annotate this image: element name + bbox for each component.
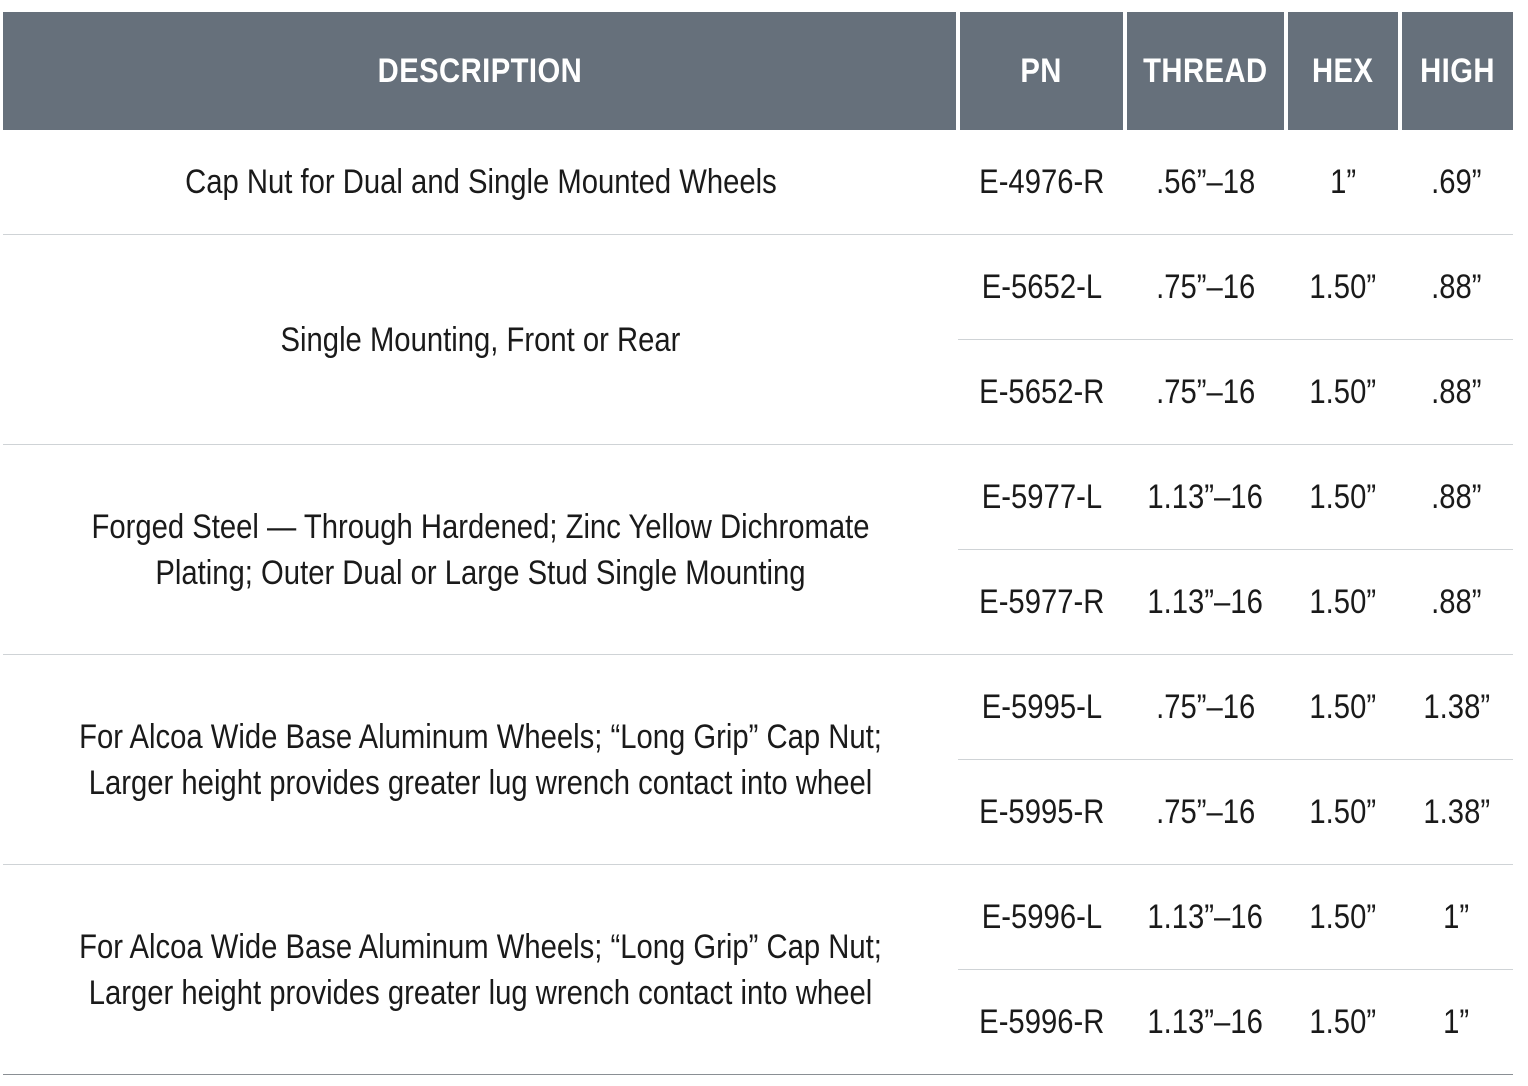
pn-cell: E-5652-R: [958, 340, 1125, 445]
description-cell: For Alcoa Wide Base Aluminum Wheels; “Long Grip” Cap Nut; Larger height provides greater lug wrench contact into wheel: [3, 865, 958, 1075]
table-row: [3, 865, 1513, 970]
description-cell: Single Mounting, Front or Rear: [3, 235, 958, 445]
hex-cell: 1.50”: [1286, 235, 1400, 340]
hex-cell: 1”: [1286, 130, 1400, 235]
thread-cell: 1.13”–16: [1125, 865, 1286, 970]
thread-cell: .56”–18: [1125, 130, 1286, 235]
table-row: [3, 445, 1513, 550]
thread-cell: 1.13”–16: [1125, 550, 1286, 655]
high-cell: .69”: [1400, 130, 1513, 235]
hex-cell: 1.50”: [1286, 445, 1400, 550]
pn-cell: E-4976-R: [958, 130, 1125, 235]
hex-cell: 1.50”: [1286, 865, 1400, 970]
pn-cell: E-5995-L: [958, 655, 1125, 760]
description-cell: Forged Steel — Through Hardened; Zinc Yellow Dichromate Plating; Outer Dual or Large Stud Single Mounting: [3, 445, 958, 655]
high-cell: .88”: [1400, 235, 1513, 340]
column-header-thread: THREAD: [1125, 12, 1286, 130]
hex-cell: 1.50”: [1286, 340, 1400, 445]
pn-cell: E-5996-R: [958, 970, 1125, 1075]
pn-cell: E-5652-L: [958, 235, 1125, 340]
description-cell: Cap Nut for Dual and Single Mounted Wheels: [3, 130, 958, 235]
description-cell: For Alcoa Wide Base Aluminum Wheels; “Long Grip” Cap Nut; Larger height provides greater lug wrench contact into wheel: [3, 655, 958, 865]
pn-cell: E-5977-R: [958, 550, 1125, 655]
spec-table-container: [3, 12, 1513, 1075]
pn-cell: E-5977-L: [958, 445, 1125, 550]
table-row: [3, 655, 1513, 760]
cap-nut-spec-table: [3, 12, 1513, 1075]
hex-cell: 1.50”: [1286, 970, 1400, 1075]
thread-cell: .75”–16: [1125, 655, 1286, 760]
high-cell: .88”: [1400, 445, 1513, 550]
thread-cell: .75”–16: [1125, 235, 1286, 340]
table-row: [3, 130, 1513, 235]
high-cell: 1”: [1400, 865, 1513, 970]
high-cell: .88”: [1400, 550, 1513, 655]
table-row: [3, 235, 1513, 340]
column-header-high: HIGH: [1400, 12, 1513, 130]
hex-cell: 1.50”: [1286, 760, 1400, 865]
column-header-hex: HEX: [1286, 12, 1400, 130]
column-header-pn: PN: [958, 12, 1125, 130]
thread-cell: 1.13”–16: [1125, 970, 1286, 1075]
high-cell: 1.38”: [1400, 760, 1513, 865]
high-cell: 1”: [1400, 970, 1513, 1075]
column-header-description: DESCRIPTION: [3, 12, 958, 130]
thread-cell: .75”–16: [1125, 340, 1286, 445]
high-cell: .88”: [1400, 340, 1513, 445]
pn-cell: E-5995-R: [958, 760, 1125, 865]
high-cell: 1.38”: [1400, 655, 1513, 760]
header-row: [3, 12, 1513, 130]
thread-cell: 1.13”–16: [1125, 445, 1286, 550]
thread-cell: .75”–16: [1125, 760, 1286, 865]
hex-cell: 1.50”: [1286, 655, 1400, 760]
hex-cell: 1.50”: [1286, 550, 1400, 655]
pn-cell: E-5996-L: [958, 865, 1125, 970]
